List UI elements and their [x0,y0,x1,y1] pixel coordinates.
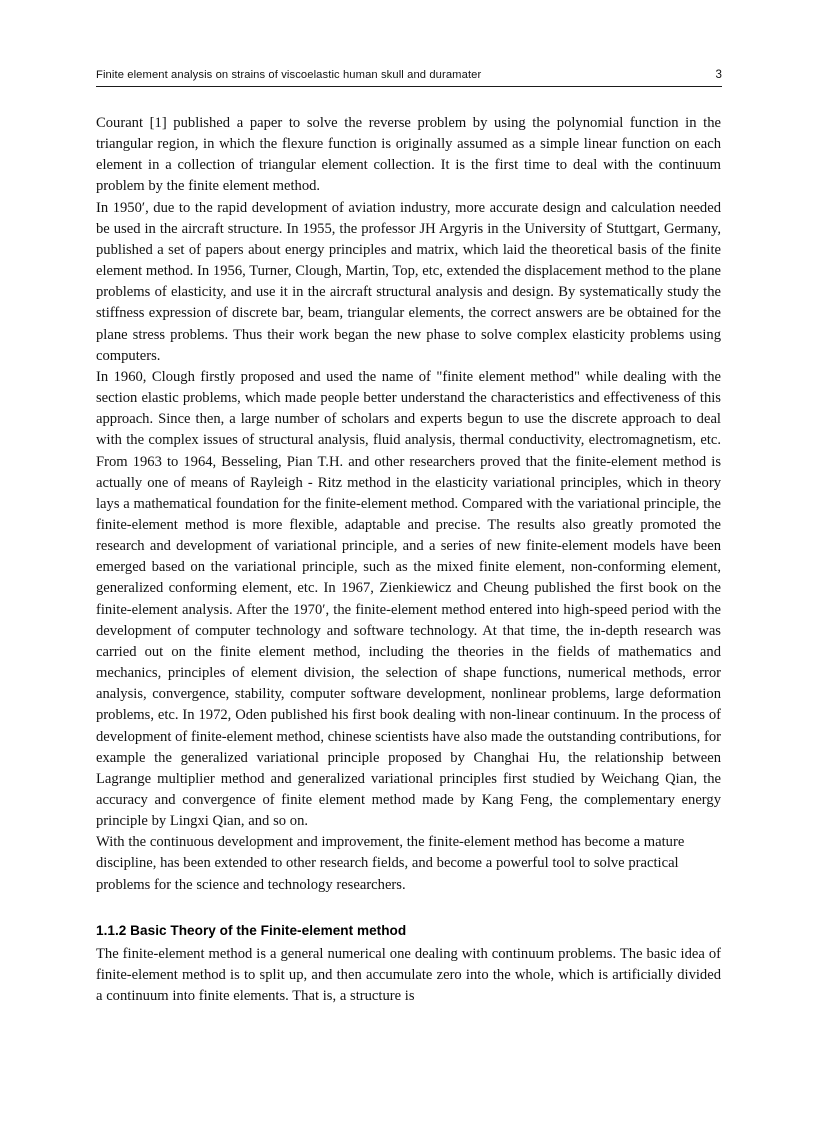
heading-spacer [96,896,721,922]
header-document-title: Finite element analysis on strains of viscoelastic human skull and duramater [96,69,482,81]
body-content [96,113,721,1007]
paragraph-courant: Courant [1] published a paper to solve the reverse problem by using the polynomial function in the triangular region, in which the flexure function is originally assumed as a simple linear function on each element in a collection of triangular element collection. It is the first time to deal with the continuum problem by the finite element method. [96,115,721,195]
page-number: 3 [715,68,722,81]
paragraph-basic-theory-intro: The finite-element method is a general numerical one dealing with continuum problems. The basic idea of finite-element method is to split up, and then accumulate zero into the whole, which is artificially divided a continuum into finite elements. That is, a structure is [96,945,721,1005]
paragraph-mature-discipline: With the continuous development and improvement, the finite-element method has become a mature discipline, has been extended to other research fields, and become a powerful tool to solve practical problems for the science and technology researchers. [96,834,685,893]
paragraph-1950s-history: In 1950′, due to the rapid development of aviation industry, more accurate design and calculation needed be used in the aircraft structure. In 1955, the professor JH Argyris in the University of Stuttgart, Germany, published a set of papers about energy principles and matrix, which laid the theoretical basis of the finite element method. In 1956, Turner, Clough, Martin, Top, etc, extended the displacement method to the plane problems of elasticity, and use it in the aircraft structural analysis and design. By systematically study the stiffness expression of discrete bar, beam, triangular elements, the correct answers are be obtained for the plane stress problems. Thus their work began the new phase to solve complex elasticity problems using computers. [96,199,721,364]
running-header [96,68,722,87]
paragraph-1960-onwards: In 1960, Clough firstly proposed and used the name of "finite element method" while dealing with the section elastic problems, which made people better understand the characteristics and effectiveness of this approach. Since then, a large number of scholars and experts begun to use the discrete approach to deal with the complex issues of structural analysis, fluid analysis, thermal conductivity, electromagnetism, etc. From 1963 to 1964, Besseling, Pian T.H. and other researchers proved that the finite-element method is actually one of means of Rayleigh - Ritz method in the elasticity variational principles, which in theory lays a mathematical foundation for the finite-element method. Compared with the variational principle, the finite-element method is more flexible, adaptable and precise. The results also greatly promoted the research and development of variational principle, and a series of new finite-element models have been emerged based on the variational principle, such as the mixed finite element, non-conforming element, generalized conforming element, etc. In 1967, Zienkiewicz and Cheung published the first book on the finite-element analysis. After the 1970′, the finite-element method entered into high-speed period with the development of computer technology and software technology. At that time, the in-depth research was carried out on the finite element method, including the theories in the fields of mathematics and mechanics, principles of element division, the selection of shape functions, numerical methods, error analysis, convergence, stability, computer software development, nonlinear problems, large deformation problems, etc. In 1972, Oden published his first book dealing with non-linear continuum. In the process of development of finite-element method, chinese scientists have also made the outstanding contributions, for example the generalized variational principle proposed by Changhai Hu, the relationship between Lagrange multiplier method and generalized variational principles first studied by Weichang Qian, the accuracy and convergence of finite element method made by Kang Feng, the complementary energy principle by Lingxi Qian, and so on. [96,368,722,830]
section-heading-1-1-2: 1.1.2 Basic Theory of the Finite-element method [96,922,407,938]
